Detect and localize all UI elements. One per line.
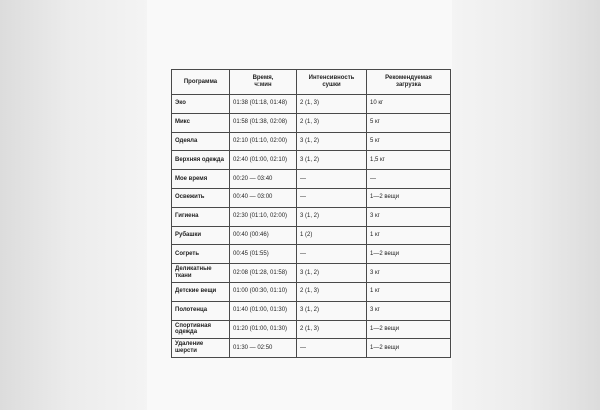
recommended-load: 1 кг [367,226,451,245]
drying-intensity: — [297,170,367,189]
table-row [172,264,451,283]
table-row [172,226,451,245]
recommended-load: 3 кг [367,301,451,320]
header-time: Время, ч:мин [230,70,297,95]
program-time: 00:40 (00:46) [230,226,297,245]
table-row [172,320,451,339]
recommended-load: 3 кг [367,264,451,283]
table-body [172,95,451,358]
program-name: Рубашки [172,226,230,245]
drying-intensity: 2 (1, 3) [297,113,367,132]
header-intensity: Интенсивность сушки [297,70,367,95]
table-row [172,207,451,226]
header-program: Программа [172,70,230,95]
program-name: Полотенца [172,301,230,320]
drying-intensity: 3 (1, 2) [297,207,367,226]
program-time: 01:40 (01:00, 01:30) [230,301,297,320]
drying-intensity: 1 (2) [297,226,367,245]
drying-intensity: — [297,188,367,207]
program-name: Освежить [172,188,230,207]
recommended-load: 1—2 вещи [367,320,451,339]
header-load: Рекомендуемая загрузка [367,70,451,95]
dryer-programs-table [171,69,451,358]
program-time: 01:00 (00:30, 01:10) [230,282,297,301]
recommended-load: 1—2 вещи [367,188,451,207]
program-name: Одеяла [172,132,230,151]
drying-intensity: 2 (1, 3) [297,320,367,339]
table-row [172,245,451,264]
program-time: 00:40 — 03:00 [230,188,297,207]
table-row [172,113,451,132]
program-name: Деликатные ткани [172,264,230,283]
program-time: 02:30 (01:10, 02:00) [230,207,297,226]
program-time: 02:10 (01:10, 02:00) [230,132,297,151]
table-row [172,132,451,151]
drying-intensity: 2 (1, 3) [297,282,367,301]
recommended-load: 5 кг [367,113,451,132]
program-time: 02:40 (01:00, 02:10) [230,151,297,170]
program-time: 00:45 (01:55) [230,245,297,264]
recommended-load: 3 кг [367,207,451,226]
program-name: Спортивная одежда [172,320,230,339]
recommended-load: 5 кг [367,132,451,151]
recommended-load: — [367,170,451,189]
drying-intensity: 3 (1, 2) [297,301,367,320]
program-time: 00:20 — 03:40 [230,170,297,189]
program-time: 02:08 (01:28, 01:58) [230,264,297,283]
program-name: Согреть [172,245,230,264]
recommended-load: 1,5 кг [367,151,451,170]
table-row [172,282,451,301]
program-name: Детские вещи [172,282,230,301]
program-name: Удаление шерсти [172,339,230,358]
recommended-load: 1 кг [367,282,451,301]
program-name: Гигиена [172,207,230,226]
program-time: 01:20 (01:00, 01:30) [230,320,297,339]
recommended-load: 10 кг [367,95,451,114]
drying-intensity: 3 (1, 2) [297,151,367,170]
program-name: Микс [172,113,230,132]
program-name: Верхняя одежда [172,151,230,170]
table-row [172,301,451,320]
recommended-load: 1—2 вещи [367,339,451,358]
table-row [172,339,451,358]
drying-intensity: — [297,245,367,264]
program-name: Эко [172,95,230,114]
table-row [172,188,451,207]
drying-intensity: 2 (1, 3) [297,95,367,114]
table-row [172,151,451,170]
program-time: 01:38 (01:18, 01:48) [230,95,297,114]
program-time: 01:58 (01:38, 02:08) [230,113,297,132]
drying-intensity: 3 (1, 2) [297,264,367,283]
program-time: 01:30 — 02:50 [230,339,297,358]
table-row [172,170,451,189]
drying-intensity: 3 (1, 2) [297,132,367,151]
table-header [172,70,451,95]
table-row [172,95,451,114]
program-name: Мое время [172,170,230,189]
drying-intensity: — [297,339,367,358]
recommended-load: 1—2 вещи [367,245,451,264]
